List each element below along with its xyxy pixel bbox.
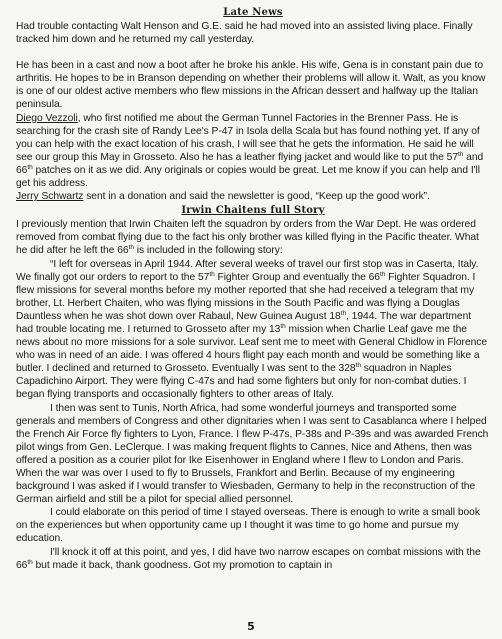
irwin-heading: Irwin Chaitens full Story — [181, 205, 325, 217]
ordinal-suffix: th — [209, 270, 215, 278]
irwin-intro-text-b: is included in the following story: — [133, 245, 283, 257]
jerry-schwartz-name: Jerry Schwartz — [16, 191, 84, 203]
irwin-quote-paragraph-3: I could elaborate on this period of time I stayed overseas. There is enough to write a small book on the experiences but when opportunity came up I thought it was time to go home and pursue my education. — [16, 507, 480, 545]
irwin-intro-text-a: I previously mention that Irwin Chaiten left the squadron by orders from the War Dept. He was ordered removed from combat flying due to the fact his only brother was killed flying in the Pacific theater. What he did after he left the 66 — [16, 219, 479, 257]
quote-1-text-b: Fighter Group and eventually the 66 — [214, 271, 380, 283]
late-news-paragraph-3-text-c: patches on it as we did. Any originals or copies would be great. Let me know if you can help and I'll get his address. — [16, 164, 481, 190]
ordinal-suffix: th — [280, 322, 286, 330]
quote-1-text-c: Fighter Squadron. I flew missions for several months before my mother reported that she had received a telegram that my brother, Lt. Herbert Chaiten, who was flying missions in the South Pacific and was flying a Douglas Dauntless when he was shot down over Rabaul, New Guinea August 18 — [16, 271, 476, 322]
irwin-quote-paragraph-2: I then was sent to Tunis, North Africa, had some wonderful journeys and transported some generals and members of Congress and other dignitaries when I was sent to Casablanca where I helped the French Air Force fly fighters to Lyon, France. I flew P-47s, P-38s and P-39s and was awarded French pilot wings from Gen. LeClerque. I was making frequent flights to Cannes, Nice and Athens, then was offered a position as a courier pilot for Ike Eisenhower in England where I flew to London and Paris. When the war was over I used to fly to Brussels, Frankfort and Berlin. Because of my engineering background I was asked if I would transfer to Wiesbaden, Germany to help in the reconstruction of the German airfield and still be a pilot for special allied personnel. — [16, 402, 489, 506]
ordinal-suffix: th — [27, 558, 33, 566]
quote-4-text-a: I'll knock it off at this point, and yes, I did have two narrow escapes on combat missions with the 66 — [16, 546, 481, 571]
diego-vezzoli-name: Diego Vezzoli — [16, 112, 78, 124]
ordinal-suffix: th — [355, 362, 361, 370]
page-number: 5 — [247, 620, 255, 633]
ordinal-suffix: th — [340, 309, 347, 317]
ordinal-suffix: th — [458, 150, 464, 158]
late-news-paragraph-3 — [16, 112, 490, 191]
ordinal-suffix: th — [380, 270, 386, 278]
irwin-quote-paragraph-4 — [16, 546, 490, 572]
late-news-paragraph-1: Had trouble contacting Walt Henson and G.E. said he had moved into an assisted living place. Finally tracked him down and he returned my call yesterday. — [16, 21, 473, 46]
late-news-paragraph-4 — [16, 190, 490, 203]
late-news-heading: Late News — [223, 7, 283, 18]
text-column — [16, 6, 490, 572]
quote-1-text-d: , 1944. The war department had trouble locating me. I returned to Grosseto after my 13 — [16, 310, 472, 335]
quote-1-text-a: “I left for overseas in April 1944. After several weeks of travel our first stop was in Caserta, Italy. We finally got our orders to report to the 57 — [16, 258, 479, 283]
late-news-paragraph-3-text-a: , who first notified me about the German Tunnel Factories in the Brenner Pass. He is searching for the crash site of Randy Lee's P-47 in Isola della Scala but has found nothing yet. If any of you can help with the exact location of his crash, I will see that he gets the information. He said he will see our group this May in Grosseto. Also he has a leather flying jacket and would like to put the 57 — [16, 112, 480, 163]
quote-1-text-f: squadron in Naples Capadichino Airport. They were flying C-47s and had some fighters but only for non-combat duties. I began flying transports and occasionally fighters to other areas of Italy. — [16, 363, 467, 401]
late-news-paragraph-2: He has been in a cast and now a boot after he broke his ankle. His wife, Gena is in constant pain due to arthritis. He hopes to be in Branson depending on whether their problems will allow it. Walt, as you know is one of our oldest active members who flew missions in the African dessert and halfway up the Italian peninsula. — [16, 60, 486, 111]
ordinal-suffix: th — [27, 163, 33, 171]
late-news-paragraph-3-text-b: and 66 — [16, 151, 484, 176]
irwin-intro-paragraph — [16, 218, 490, 257]
irwin-quote-paragraph-1 — [16, 258, 490, 402]
quote-4-text-b: but made it back, thank goodness. Got my promotion to captain in — [32, 559, 333, 571]
ordinal-suffix: th — [128, 244, 134, 252]
quote-1-text-e: mission when Charlie Leaf gave me the news about no more missions for a sole survivor. Leaf sent me to meet with General Chidlow in Florence who was in need of an aide. I was offered 4 hours flight pay each month and would be something like a butler. I declined and returned to Grosseto. Eventually I was sent to the 328 — [16, 323, 488, 375]
late-news-paragraph-4-text: sent in a donation and said the newsletter is good, “Keep up the good work”. — [83, 191, 430, 203]
